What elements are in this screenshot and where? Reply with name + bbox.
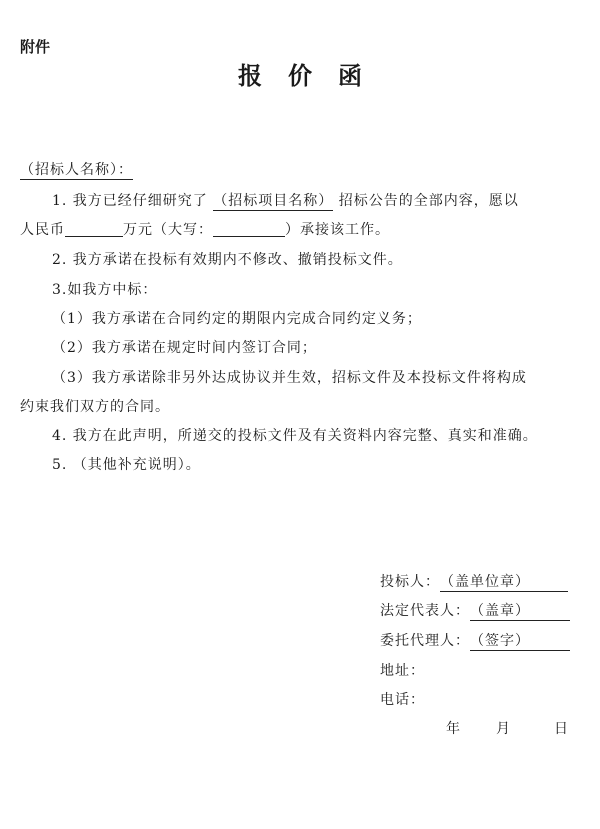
legal-rep-row [380, 601, 570, 621]
amount-blank [65, 220, 123, 237]
item-1-text-b: 招标公告的全部内容，愿以 [338, 193, 519, 209]
item-1-text-c3: ）承接该工作。 [285, 222, 390, 238]
item-1-text-a: 1. 我方已经仔细研究了 [52, 193, 208, 209]
legal-rep-seal-field: （盖章） [470, 602, 570, 621]
item-3-3-line-2: 约束我们双方的合同。 [20, 399, 170, 415]
item-3-2: （2）我方承诺在规定时间内签订合同； [52, 340, 317, 356]
bidder-row [380, 572, 568, 592]
address-label: 地址： [380, 663, 425, 679]
agent-signature-field: （签字） [470, 632, 570, 651]
bidder-label: 投标人： [380, 574, 440, 590]
item-5: 5. （其他补充说明）。 [52, 457, 201, 473]
agent-row [380, 631, 570, 651]
recipient-name: （招标人名称）： [20, 162, 133, 178]
agent-label: 委托代理人： [380, 633, 470, 649]
item-3-1: （1）我方承诺在合同约定的期限内完成合同约定义务； [52, 311, 422, 327]
recipient-line [20, 160, 133, 180]
date-year: 年 [446, 721, 460, 737]
phone-label: 电话： [380, 692, 425, 708]
legal-rep-label: 法定代表人： [380, 603, 470, 619]
item-4: 4. 我方在此声明，所递交的投标文件及有关资料内容完整、真实和准确。 [52, 428, 538, 444]
document-title: 报价函 [238, 61, 388, 90]
item-1-line-1 [52, 191, 519, 211]
attachment-label: 附件 [20, 38, 51, 56]
item-3: 3.如我方中标： [52, 282, 158, 298]
item-1-text-c2: 万元（大写： [123, 222, 213, 238]
date-month: 月 [496, 721, 510, 737]
bidder-seal-field: （盖单位章） [440, 573, 568, 592]
date-day: 日 [554, 721, 568, 737]
project-name-field: （招标项目名称） [213, 193, 334, 209]
item-3-3-line-1: （3）我方承诺除非另外达成协议并生效，招标文件及本投标文件将构成 [52, 370, 527, 386]
item-2: 2. 我方承诺在投标有效期内不修改、撤销投标文件。 [52, 252, 403, 268]
amount-words-blank [213, 220, 285, 237]
item-1-text-c1: 人民币 [20, 222, 65, 238]
item-1-line-2 [20, 220, 390, 240]
